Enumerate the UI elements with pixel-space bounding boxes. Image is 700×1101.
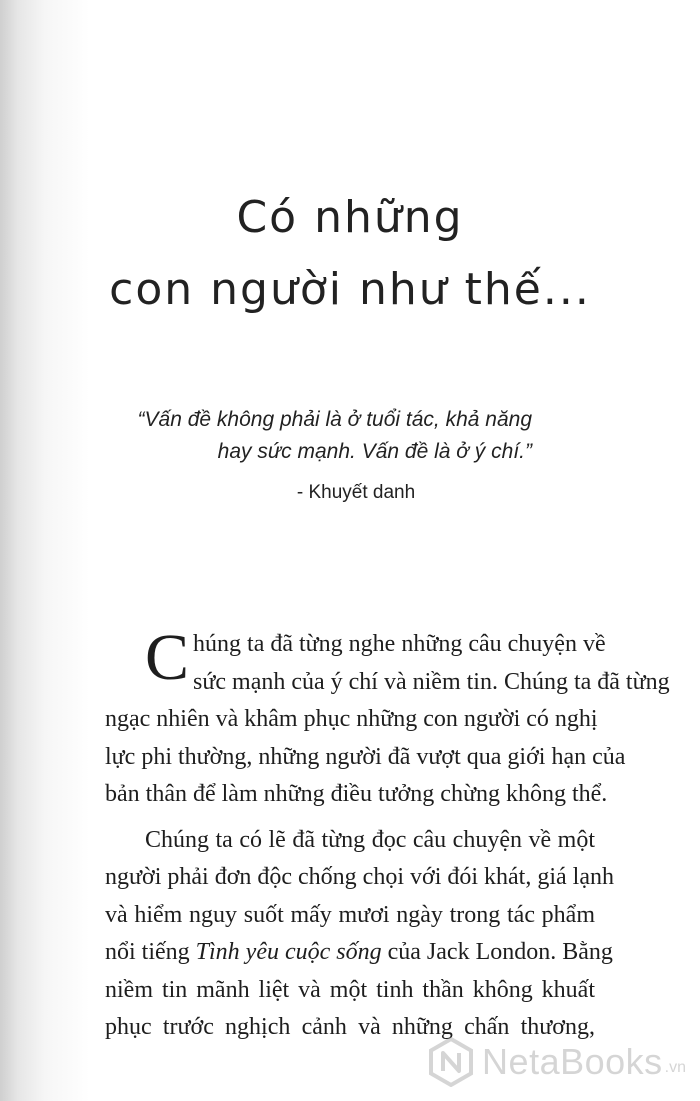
paragraph-2-line-6: phục trước nghịch cảnh và những chấn thương,: [105, 1014, 595, 1040]
chapter-title: [0, 182, 700, 326]
paragraph-1-line-1: húng ta đã từng nghe những câu chuyện về: [193, 631, 606, 657]
paragraph-1: [105, 621, 670, 814]
chapter-body: [105, 621, 670, 1047]
chapter-title-line-1: Có những: [236, 192, 464, 243]
paragraph-2-line-2: người phải đơn độc chống chọi với đói khát, giá lạnh: [105, 864, 614, 890]
paragraph-1-line-3: ngạc nhiên và khâm phục những con người có nghị: [105, 706, 598, 732]
paragraph-2: [105, 822, 614, 1047]
paragraph-2-line-5: niềm tin mãnh liệt và một tinh thần không khuất: [105, 976, 595, 1003]
netabooks-watermark: [426, 1037, 686, 1087]
watermark-suffix: .vn: [664, 1059, 686, 1076]
epigraph-quote: [112, 404, 532, 468]
netabooks-logo-icon: [426, 1037, 476, 1087]
paragraph-2-line-1: Chúng ta có lẽ đã từng đọc câu chuyện về một: [145, 826, 595, 853]
paragraph-2-line-4-pre: nổi tiếng: [105, 939, 196, 965]
paragraph-1-line-2: sức mạnh của ý chí và niềm tin. Chúng ta đã từng: [193, 668, 670, 695]
epigraph-attribution: - Khuyết danh: [296, 482, 416, 503]
book-title-italic: Tình yêu cuộc sống: [195, 939, 382, 965]
epigraph-line-2: hay sức mạnh. Vấn đề là ở ý chí.”: [217, 440, 532, 463]
paragraph-1-line-5: bản thân để làm những điều tưởng chừng không thể.: [105, 781, 608, 807]
drop-cap: C: [145, 621, 190, 694]
watermark-brand: NetaBooks: [482, 1041, 663, 1082]
paragraph-2-line-3: và hiểm nguy suốt mấy mươi ngày trong tác phẩm: [105, 901, 595, 928]
paragraph-1-line-4: lực phi thường, những người đã vượt qua giới hạn của: [105, 743, 626, 770]
paragraph-2-line-4: [105, 934, 613, 972]
chapter-title-line-2: con người như thế...: [109, 264, 591, 315]
epigraph-line-1: “Vấn đề không phải là ở tuổi tác, khả năng: [137, 408, 532, 431]
paragraph-2-line-4-post: của Jack London. Bằng: [381, 939, 613, 965]
